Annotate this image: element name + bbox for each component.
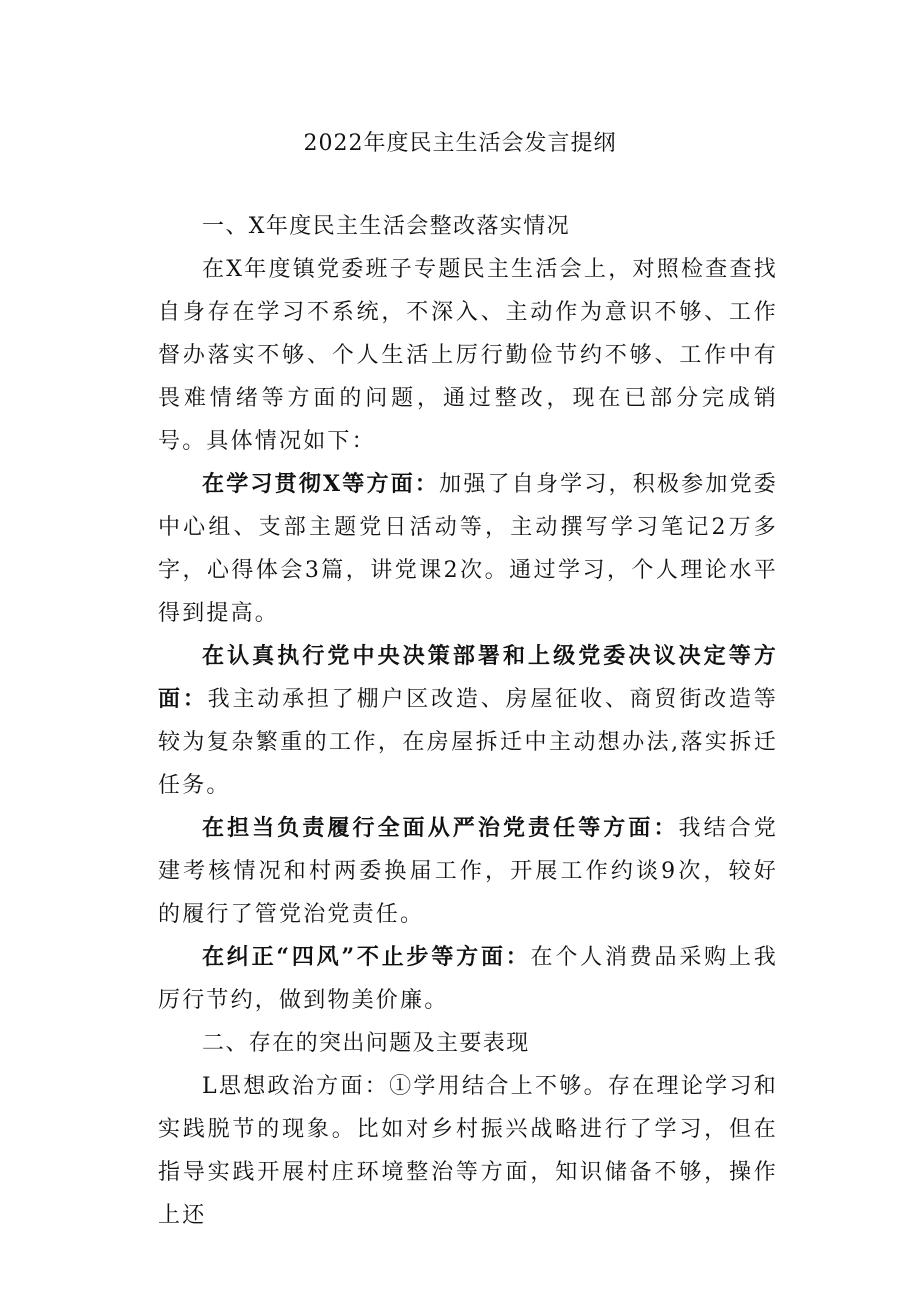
item-study-paragraph bbox=[158, 463, 778, 635]
item-decisions-text: 我主动承担了棚户区改造、房屋征收、商贸街改造等较为复杂繁重的工作，在房屋拆迁中主动想办法,落实拆迁任务。 bbox=[158, 687, 778, 798]
item-study-lead: 在学习贯彻X等方面： bbox=[202, 471, 440, 497]
section2-paragraph: L思想政治方面：①学用结合上不够。存在理论学习和实践脱节的现象。比如对乡村振兴战略进行了学习，但在指导实践开展村庄环境整治等方面，知识储备不够，操作上还 bbox=[158, 1074, 778, 1228]
item-decisions-paragraph bbox=[158, 635, 778, 807]
item-four-winds-lead: 在纠正“四风”不止步等方面： bbox=[202, 944, 531, 970]
section-heading-1: 一、X年度民主生活会整改落实情况 bbox=[202, 214, 571, 239]
item-four-winds-paragraph bbox=[158, 936, 778, 1022]
item-responsibility-text: 我结合党建考核情况和村两委换届工作，开展工作约谈9次，较好的履行了管党治党责任。 bbox=[158, 816, 778, 927]
document-title: 2022年度民主生活会发言提纲 bbox=[303, 131, 617, 156]
item-decisions-lead: 在认真执行党中央决策部署和上级党委决议决定等方面： bbox=[158, 643, 778, 712]
item-responsibility-paragraph bbox=[158, 807, 778, 936]
section1-intro-paragraph: 在X年度镇党委班子专题民主生活会上，对照检查查找自身存在学习不系统，不深入、主动作为意识不够、工作督办落实不够、个人生活上厉行勤俭节约不够、工作中有畏难情绪等方面的问题，通过整改，现在已部分完成销号。具体情况如下： bbox=[158, 257, 778, 454]
document-body bbox=[158, 205, 778, 1237]
item-responsibility-lead: 在担当负责履行全面从严治党责任等方面： bbox=[202, 815, 679, 841]
section-heading-2: 二、存在的突出问题及主要表现 bbox=[202, 1031, 530, 1056]
item-study-text: 加强了自身学习，积极参加党委中心组、支部主题党日活动等，主动撰写学习笔记2万多字，心得体会3篇，讲党课2次。通过学习，个人理论水平得到提高。 bbox=[158, 472, 778, 626]
item-four-winds-text: 在个人消费品采购上我厉行节约，做到物美价廉。 bbox=[158, 945, 778, 1013]
